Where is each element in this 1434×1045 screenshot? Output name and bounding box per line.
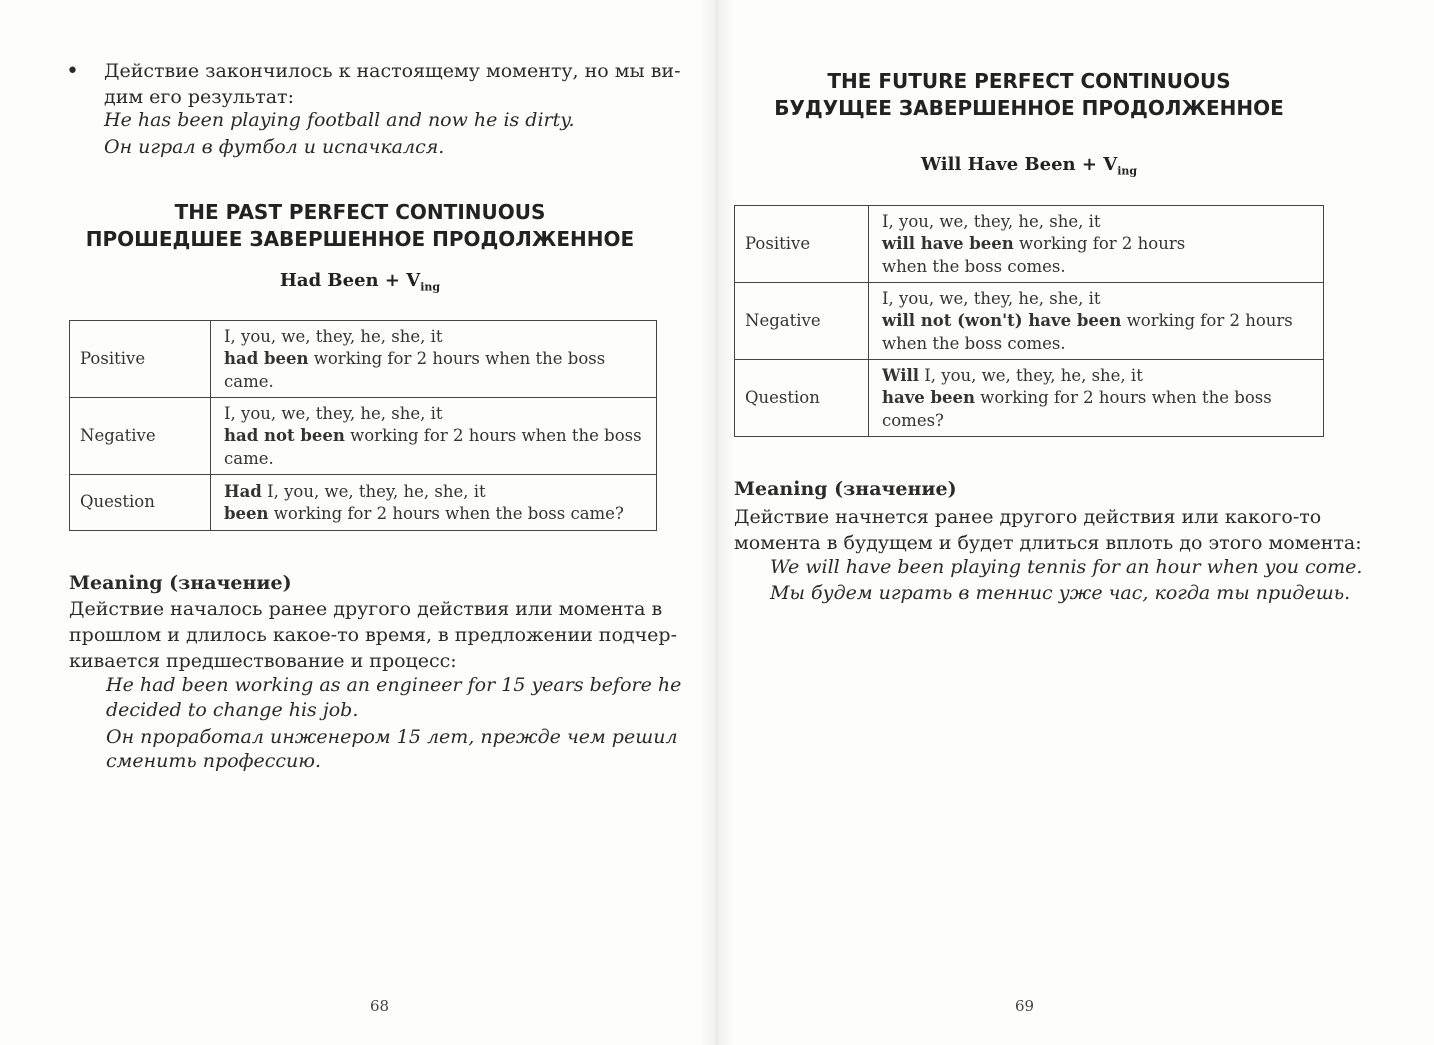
meaning-example-english-1: He had been working as an engineer for 15 years before he <box>106 674 682 696</box>
row-line-1 <box>224 481 646 504</box>
meaning-example-english: We will have been playing tennis for an hour when you come. <box>770 556 1363 578</box>
row-label: Negative <box>735 283 869 360</box>
row-label: Question <box>70 475 211 531</box>
grammar-table-future <box>734 205 1324 437</box>
row-line-1: I, you, we, they, he, she, it <box>882 211 1101 231</box>
bullet-icon: • <box>66 59 79 84</box>
row-line-2-rest: working for 2 hours when the boss <box>344 426 642 446</box>
meaning-line-1: Действие начнется ранее другого действия или какого-то <box>734 506 1322 528</box>
example-russian: Он играл в футбол и испачкался. <box>104 136 445 158</box>
formula-main: Will Have Been + V <box>920 154 1118 175</box>
meaning-example-english-2: decided to change his job. <box>106 699 359 721</box>
meaning-heading <box>734 476 957 502</box>
row-content <box>211 321 657 398</box>
row-line-3: comes? <box>882 410 944 430</box>
row-line-2-rest: working for 2 hours when the boss <box>308 349 606 369</box>
row-line-2 <box>882 233 1313 256</box>
row-line-2-rest: working for 2 hours <box>1013 234 1186 254</box>
row-label: Positive <box>735 206 869 283</box>
right-page <box>717 0 1434 1045</box>
section-heading-english: THE PAST PERFECT CONTINUOUS <box>174 200 546 224</box>
bullet-text-line-2: дим его результат: <box>104 86 294 108</box>
row-content <box>869 206 1324 283</box>
meaning-example-russian-1: Он проработал инженером 15 лет, прежде чем решил <box>106 726 678 748</box>
row-line-1-rest: I, you, we, they, he, she, it <box>261 481 486 501</box>
row-line-2-bold: have been <box>882 388 976 408</box>
row-line-2-rest: working for 2 hours when the boss came? <box>268 504 624 523</box>
formula <box>729 154 1329 178</box>
row-content <box>869 283 1324 360</box>
formula-main: Had Been + V <box>279 270 421 291</box>
table-row-positive <box>70 321 657 398</box>
page-number: 68 <box>370 997 390 1015</box>
book-gutter <box>700 0 734 1045</box>
row-content <box>211 398 657 475</box>
row-line-2-bold: had been <box>224 349 309 369</box>
table-row-negative <box>735 283 1324 360</box>
row-line-2-rest: working for 2 hours when the boss <box>975 388 1272 408</box>
section-heading-english: THE FUTURE PERFECT CONTINUOUS <box>827 69 1231 93</box>
row-line-1-bold: Had <box>224 481 262 501</box>
meaning-label: Meaning <box>734 478 828 500</box>
row-label: Question <box>735 360 869 437</box>
row-line-2 <box>224 348 646 371</box>
row-line-2-bold: been <box>224 504 269 523</box>
meaning-line-1: Действие началось ранее другого действия или момента в <box>69 598 663 620</box>
row-line-2 <box>224 425 646 448</box>
grammar-table-past <box>69 320 657 531</box>
row-line-1-bold: Will <box>882 365 920 385</box>
meaning-label-russian: (значение) <box>162 572 292 594</box>
row-line-2-bold: will not (won't) have been <box>882 311 1122 331</box>
section-heading-russian: ПРОШЕДШЕЕ ЗАВЕРШЕННОЕ ПРОДОЛЖЕННОЕ <box>85 227 635 251</box>
meaning-label-russian: (значение) <box>827 478 957 500</box>
row-content <box>211 475 657 531</box>
meaning-heading <box>69 570 292 596</box>
row-label: Negative <box>70 398 211 475</box>
row-label: Positive <box>70 321 211 398</box>
row-line-2 <box>882 310 1313 333</box>
row-line-3: when the boss comes. <box>882 256 1066 276</box>
row-line-1: I, you, we, they, he, she, it <box>224 326 443 346</box>
meaning-line-3: кивается предшествование и процесс: <box>69 650 457 672</box>
row-line-1-rest: I, you, we, they, he, she, it <box>919 365 1143 385</box>
meaning-label: Meaning <box>69 572 163 594</box>
page-number: 69 <box>1015 997 1035 1015</box>
row-line-2-rest: working for 2 hours <box>1121 311 1293 331</box>
meaning-line-2: момента в будущем и будет длиться вплоть до этого момента: <box>734 532 1362 554</box>
row-content <box>869 360 1324 437</box>
table-row-question <box>735 360 1324 437</box>
row-line-2 <box>224 503 646 526</box>
meaning-example-russian: Мы будем играть в теннис уже час, когда ты придешь. <box>770 582 1351 604</box>
table-row-positive <box>735 206 1324 283</box>
table-row-negative <box>70 398 657 475</box>
row-line-2-bold: will have been <box>882 234 1014 254</box>
row-line-1: I, you, we, they, he, she, it <box>224 403 443 423</box>
section-heading-russian: БУДУЩЕЕ ЗАВЕРШЕННОЕ ПРОДОЛЖЕННОЕ <box>774 96 1284 120</box>
row-line-3: when the boss comes. <box>882 333 1066 353</box>
meaning-line-2: прошлом и длилось какое-то время, в предложении подчер- <box>69 624 677 646</box>
formula-subscript: ing <box>1117 164 1138 178</box>
row-line-1: I, you, we, they, he, she, it <box>882 288 1101 308</box>
row-line-3: came. <box>224 448 274 468</box>
example-english: He has been playing football and now he is dirty. <box>104 109 575 131</box>
row-line-1 <box>882 365 1313 388</box>
bullet-text-line-1: Действие закончилось к настоящему моменту, но мы ви- <box>104 60 681 82</box>
formula <box>60 270 660 294</box>
table-row-question <box>70 475 657 531</box>
row-line-2-bold: had not been <box>224 426 345 446</box>
row-line-3: came. <box>224 371 274 391</box>
row-line-2 <box>882 387 1313 410</box>
formula-subscript: ing <box>420 280 441 294</box>
meaning-example-russian-2: сменить профессию. <box>106 750 322 772</box>
